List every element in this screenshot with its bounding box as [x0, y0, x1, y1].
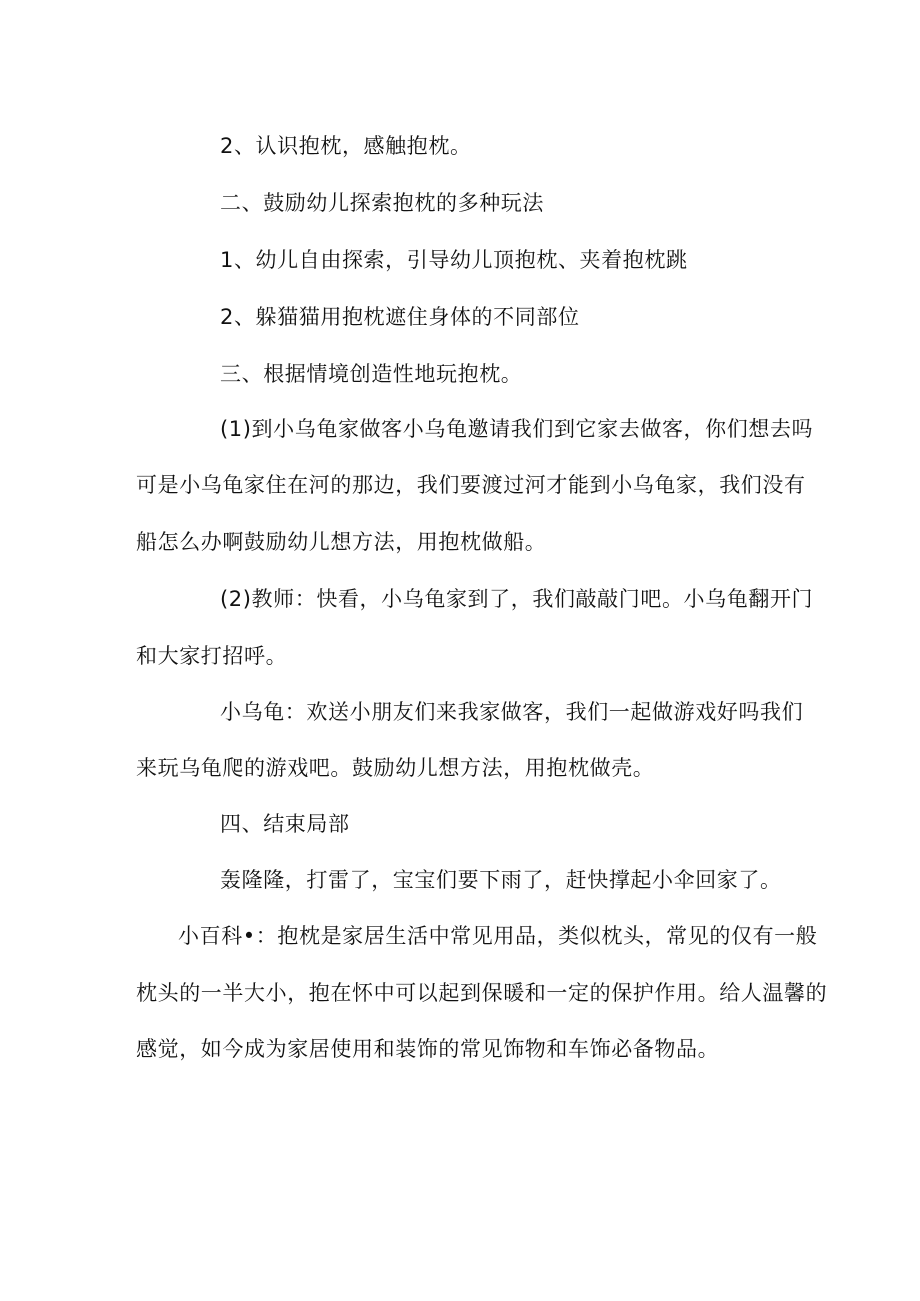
text-line-explore-1: 1、幼儿自由探索，引导幼儿顶抱枕、夹着抱枕跳 [220, 248, 688, 272]
section-heading-3: 三、根据情境创造性地玩抱枕。 [220, 362, 523, 386]
paragraph-1-line-2: 可是小乌龟家住在河的那边，我们要渡过河才能到小乌龟家，我们没有 [136, 473, 806, 497]
paragraph-4-line-1: 轰隆隆，打雷了，宝宝们要下雨了，赶快撑起小伞回家了。 [220, 868, 782, 892]
encyclopedia-line-3: 感觉，如今成为家居使用和装饰的常见饰物和车饰必备物品。 [136, 1037, 720, 1061]
paragraph-2-line-1: (2)教师：快看，小乌龟家到了，我们敲敲门吧。小乌龟翻开门 [220, 587, 814, 611]
text-line-activity-2: 2、认识抱枕，感触抱枕。 [220, 134, 472, 158]
paragraph-2-line-2: 和大家打招呼。 [136, 644, 288, 668]
paragraph-1-line-1: (1)到小乌龟家做客小乌龟邀请我们到它家去做客，你们想去吗 [220, 417, 814, 441]
paragraph-3-line-2: 来玩乌龟爬的游戏吧。鼓励幼儿想方法，用抱枕做壳。 [136, 756, 655, 780]
section-heading-4: 四、结束局部 [220, 812, 350, 836]
paragraph-1-line-3: 船怎么办啊鼓励幼儿想方法，用抱枕做船。 [136, 530, 547, 554]
encyclopedia-line-2: 枕头的一半大小，抱在怀中可以起到保暖和一定的保护作用。给人温馨的 [136, 981, 828, 1005]
encyclopedia-line-1: 小百科•：抱枕是家居生活中常见用品，类似枕头，常见的仅有一般 [178, 924, 818, 948]
section-heading-2: 二、鼓励幼儿探索抱枕的多种玩法 [220, 191, 544, 215]
text-line-explore-2: 2、躲猫猫用抱枕遮住身体的不同部位 [220, 305, 580, 329]
paragraph-3-line-1: 小乌龟：欢送小朋友们来我家做客，我们一起做游戏好吗我们 [220, 700, 804, 724]
